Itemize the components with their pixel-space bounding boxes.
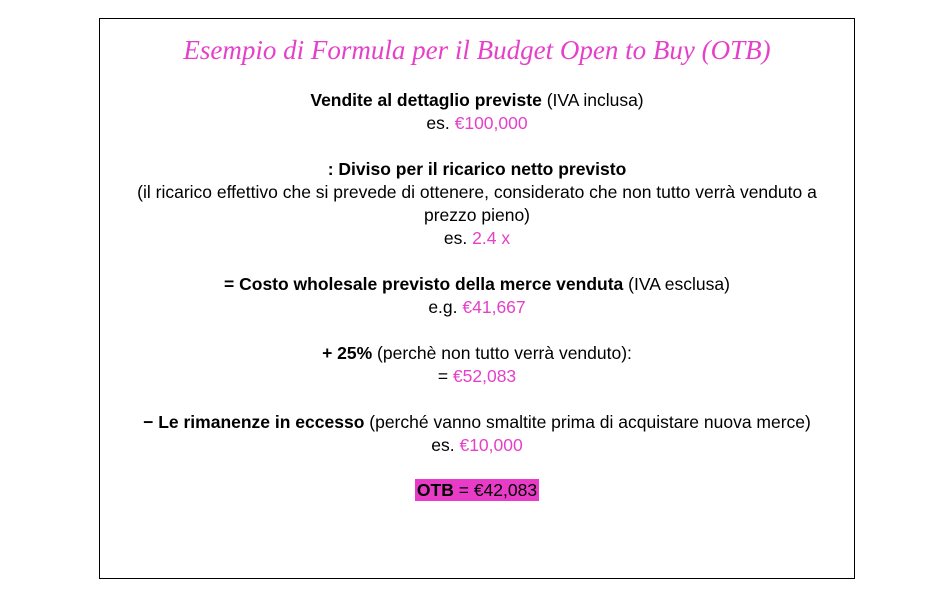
otb-label: OTB	[416, 480, 454, 500]
step-divide-markup	[100, 158, 854, 250]
step-heading: − Le rimanenze in eccesso	[143, 412, 365, 432]
step-note: (IVA inclusa)	[541, 90, 644, 110]
example-value: €41,667	[462, 297, 526, 317]
step-projected-sales	[100, 89, 854, 135]
step-note: (IVA esclusa)	[623, 274, 730, 294]
step-heading: + 25%	[322, 343, 373, 363]
page-title: Esempio di Formula per il Budget Open to Buy (OTB)	[183, 35, 771, 65]
step-heading: : Diviso per il ricarico netto previsto	[327, 159, 627, 179]
example-line	[100, 434, 854, 457]
example-prefix: es.	[426, 113, 455, 133]
step-wholesale-cost	[100, 273, 854, 319]
step-plus-percent	[100, 342, 854, 388]
example-value: €10,000	[459, 435, 523, 455]
step-note: (perché vanno smaltite prima di acquistare nuova merce)	[364, 412, 811, 432]
example-value: €100,000	[454, 113, 528, 133]
step-line	[100, 342, 854, 365]
example-line	[100, 296, 854, 319]
example-line	[100, 112, 854, 135]
step-line	[100, 411, 854, 434]
example-line	[100, 365, 854, 388]
otb-result	[100, 479, 854, 502]
example-prefix: es.	[431, 435, 460, 455]
example-value: €52,083	[452, 366, 517, 386]
step-heading: Vendite al dettaglio previste	[310, 90, 542, 110]
otb-value: = €42,083	[453, 480, 538, 500]
example-prefix: es.	[443, 228, 473, 248]
example-prefix: =	[437, 366, 453, 386]
otb-formula-card	[99, 18, 855, 579]
step-line	[100, 273, 854, 296]
step-heading: = Costo wholesale previsto della merce venduta	[224, 274, 624, 294]
example-line	[100, 227, 854, 250]
step-note: (perchè non tutto verrà venduto):	[372, 343, 632, 363]
step-excess-inventory	[100, 411, 854, 457]
otb-result-highlight	[415, 479, 539, 501]
step-description: (il ricarico effettivo che si prevede di ottenere, considerato che non tutto verrà venduto a prezzo pieno)	[137, 182, 817, 225]
example-prefix: e.g.	[428, 297, 463, 317]
step-line	[100, 89, 854, 112]
example-value: 2.4 x	[472, 228, 511, 248]
